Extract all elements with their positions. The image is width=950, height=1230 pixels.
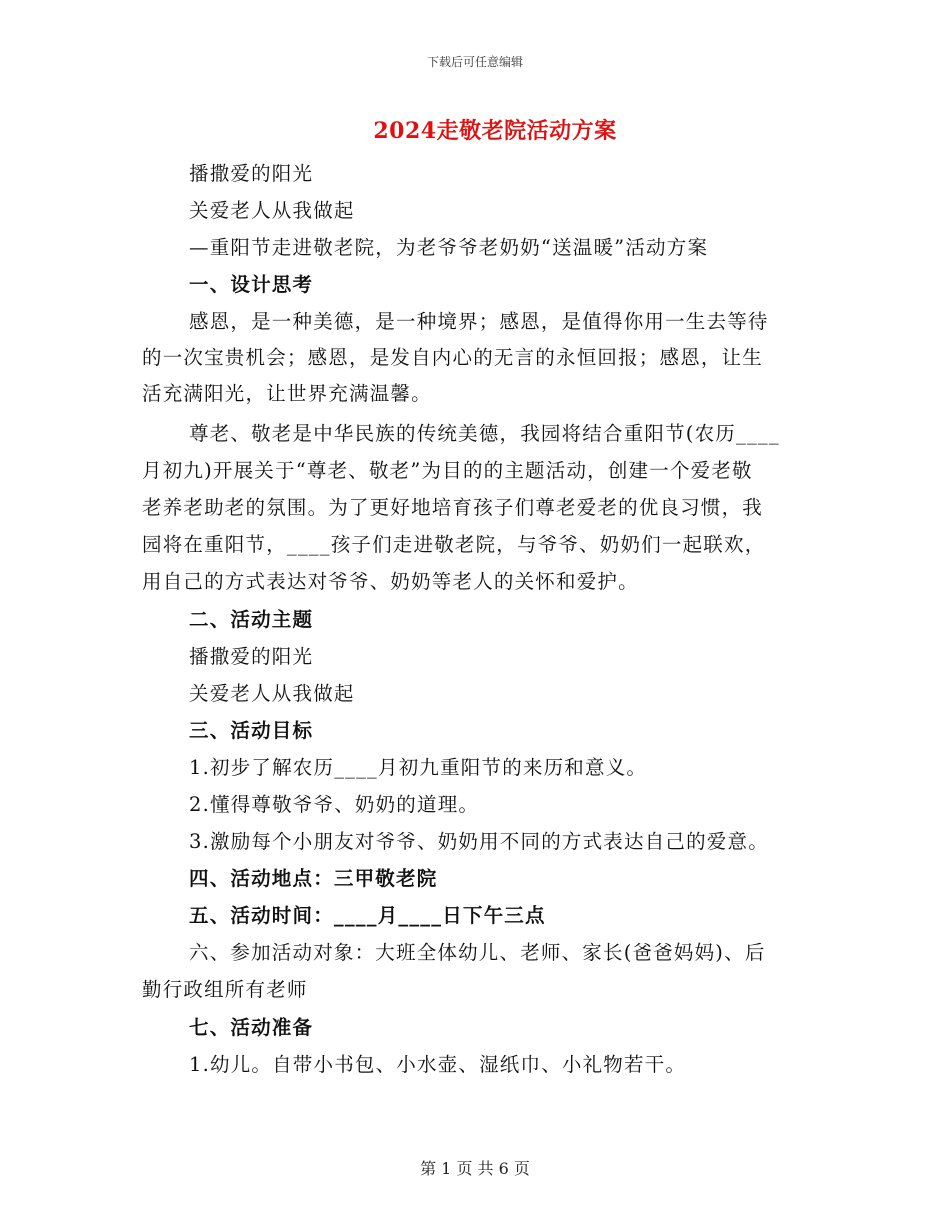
section-heading-design: 一、设计思考 <box>189 273 314 296</box>
section-heading-location: 四、活动地点：三甲敬老院 <box>189 867 438 890</box>
paragraph-line: 月初九)开展关于“尊老、敬老”为目的的主题活动，创建一个爱老敬 <box>142 459 753 482</box>
header-note: 下载后可任意编辑 <box>426 55 523 69</box>
paragraph-line: 活充满阳光，让世界充满温馨。 <box>142 382 432 405</box>
theme-item: 播撒爱的阳光 <box>189 645 314 668</box>
theme-item: 关爱老人从我做起 <box>189 682 355 705</box>
paragraph-line: 用自己的方式表达对爷爷、奶奶等老人的关怀和爱护。 <box>142 570 639 593</box>
participants-line: 勤行政组所有老师 <box>142 978 308 1001</box>
section-heading-theme: 二、活动主题 <box>189 608 314 631</box>
theme-line-2: 关爱老人从我做起 <box>189 199 355 222</box>
paragraph-line: 的一次宝贵机会；感恩，是发自内心的无言的永恒回报；感恩，让生 <box>142 346 764 369</box>
section-heading-time: 五、活动时间：____月____日下午三点 <box>189 904 546 927</box>
paragraph-line: 老养老助老的氛围。为了更好地培育孩子们尊老爱老的优良习惯，我 <box>142 496 764 519</box>
section-heading-goals: 三、活动目标 <box>189 719 314 742</box>
preparation-item: 1.幼儿。自带小书包、小水壶、湿纸巾、小礼物若干。 <box>189 1053 687 1076</box>
section-heading-preparation: 七、活动准备 <box>189 1016 314 1039</box>
goal-item: 1.初步了解农历____月初九重阳节的来历和意义。 <box>189 756 648 779</box>
page-footer: 第 1 页 共 6 页 <box>420 1159 530 1178</box>
paragraph-line: 感恩，是一种美德，是一种境界；感恩，是值得你用一生去等待 <box>189 310 769 333</box>
paragraph-line: 尊老、敬老是中华民族的传统美德，我园将结合重阳节(农历____ <box>189 422 780 445</box>
participants-line: 六、参加活动对象：大班全体幼儿、老师、家长(爸爸妈妈)、后 <box>189 941 766 964</box>
theme-line-1: 播撒爱的阳光 <box>189 162 314 185</box>
goal-item: 3.激励每个小朋友对爷爷、奶奶用不同的方式表达自己的爱意。 <box>189 830 769 853</box>
subtitle-line: —重阳节走进敬老院，为老爷爷老奶奶“送温暖”活动方案 <box>189 236 709 259</box>
goal-item: 2.懂得尊敬爷爷、奶奶的道理。 <box>189 793 480 816</box>
paragraph-line: 园将在重阳节，____孩子们走进敬老院，与爷爷、奶奶们一起联欢， <box>142 533 766 556</box>
document-title: 2024走敬老院活动方案 <box>373 118 617 144</box>
